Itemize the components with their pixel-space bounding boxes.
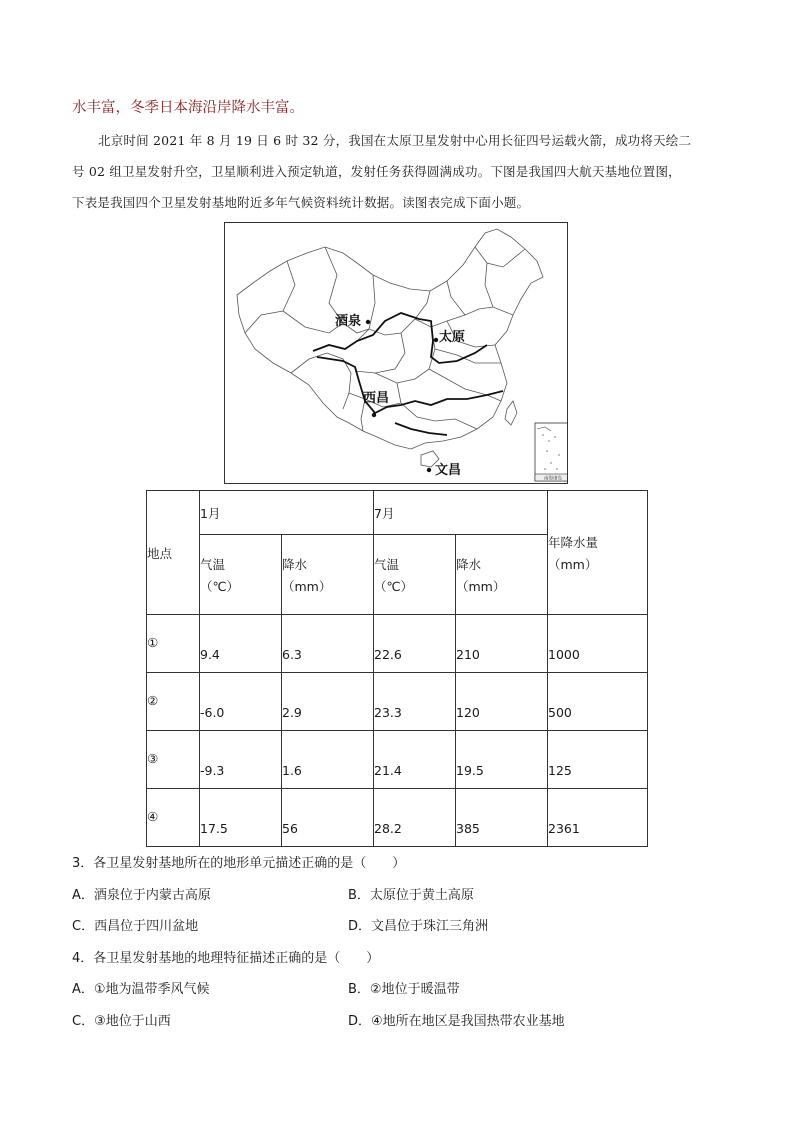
jiuquan-dot (366, 320, 370, 324)
jan-temp-cell: -9.3 (200, 731, 282, 789)
xichang-label: 西昌 (363, 391, 390, 406)
table-header-row-months (147, 491, 648, 535)
table-row (147, 673, 648, 731)
china-outline (237, 229, 543, 449)
question-3-stem: 3．各卫星发射基地所在的地形单元描述正确的是（ ） (72, 856, 406, 871)
china-map-drawing (225, 223, 567, 483)
table-row (147, 731, 648, 789)
jiuquan-label: 酒泉 (335, 314, 362, 329)
wenchang-dot (427, 468, 431, 472)
jan-precip-cell: 2.9 (282, 673, 374, 731)
site-cell: ① (147, 615, 200, 673)
jul-temp-cell: 22.6 (374, 615, 456, 673)
jul-precip-cell: 19.5 (456, 731, 548, 789)
taiyuan-dot (434, 338, 438, 342)
question-passage (72, 125, 732, 218)
annual-precip-header (548, 491, 648, 615)
jan-temp-cell: -6.0 (200, 673, 282, 731)
taiyuan-label: 太原 (439, 330, 466, 345)
jan-temp-header: 气温 （℃） (200, 535, 282, 615)
question-4-option-b[interactable]: B．②地位于暖温带 (348, 982, 460, 997)
jul-precip-cell: 120 (456, 673, 548, 731)
question-4-option-d[interactable]: D．④地所在地区是我国热带农业基地 (348, 1014, 565, 1029)
taiwan-island (505, 401, 517, 425)
question-4-stem: 4．各卫星发射基地的地理特征描述正确的是（ ） (72, 951, 380, 966)
table-row (147, 789, 648, 847)
site-cell: ④ (147, 789, 200, 847)
passage-line-3: 下表是我国四个卫星发射基地附近多年气候资料统计数据。读图表完成下面小题。 (72, 195, 530, 210)
passage-line-2: 号 02 组卫星发射升空，卫星顺利进入预定轨道，发射任务获得圆满成功。下图是我国四大航天基地位置图， (72, 164, 681, 179)
china-launch-sites-map (224, 222, 568, 484)
jan-header: 1月 (200, 491, 374, 535)
question-3-option-a[interactable]: A．酒泉位于内蒙古高原 (72, 888, 211, 903)
site-header: 地点 (147, 491, 200, 615)
climate-data-table (146, 490, 648, 847)
pearl-river (395, 423, 447, 435)
xichang-dot (372, 413, 376, 417)
annual-precip-cell: 2361 (548, 789, 648, 847)
jan-precip-cell: 6.3 (282, 615, 374, 673)
jul-precip-cell: 385 (456, 789, 548, 847)
wenchang-label: 文昌 (435, 463, 462, 478)
annual-precip-unit: （mm） (548, 556, 598, 572)
annual-precip-label: 年降水量 (548, 534, 599, 550)
jul-header: 7月 (374, 491, 548, 535)
question-3-option-d[interactable]: D．文昌位于珠江三角洲 (348, 919, 489, 934)
site-cell: ② (147, 673, 200, 731)
jan-temp-cell: 9.4 (200, 615, 282, 673)
jul-precip-header: 降水 （mm） (456, 535, 548, 615)
question-4-option-c[interactable]: C．③地位于山西 (72, 1014, 171, 1029)
south-china-sea-inset (535, 423, 567, 482)
annual-precip-cell: 500 (548, 673, 648, 731)
jan-precip-cell: 56 (282, 789, 374, 847)
inset-label: 南海诸岛 (544, 476, 562, 482)
table-row (147, 615, 648, 673)
annual-precip-cell: 1000 (548, 615, 648, 673)
jul-temp-cell: 21.4 (374, 731, 456, 789)
question-4-option-a[interactable]: A．①地为温带季风气候 (72, 982, 210, 997)
passage-line-1: 北京时间 2021 年 8 月 19 日 6 时 32 分，我国在太原卫星发射中心用长征四号运载火箭，成功将天绘二 (98, 133, 692, 148)
jul-temp-header: 气温 （℃） (374, 535, 456, 615)
jan-precip-header: 降水 （mm） (282, 535, 374, 615)
question-3-option-b[interactable]: B．太原位于黄土高原 (348, 888, 474, 903)
site-cell: ③ (147, 731, 200, 789)
question-3-option-c[interactable]: C．西昌位于四川盆地 (72, 919, 199, 934)
intro-tail-text: 水丰富，冬季日本海沿岸降水丰富。 (72, 100, 304, 116)
jan-precip-cell: 1.6 (282, 731, 374, 789)
jul-temp-cell: 23.3 (374, 673, 456, 731)
jan-temp-cell: 17.5 (200, 789, 282, 847)
annual-precip-cell: 125 (548, 731, 648, 789)
jul-temp-cell: 28.2 (374, 789, 456, 847)
jul-precip-cell: 210 (456, 615, 548, 673)
